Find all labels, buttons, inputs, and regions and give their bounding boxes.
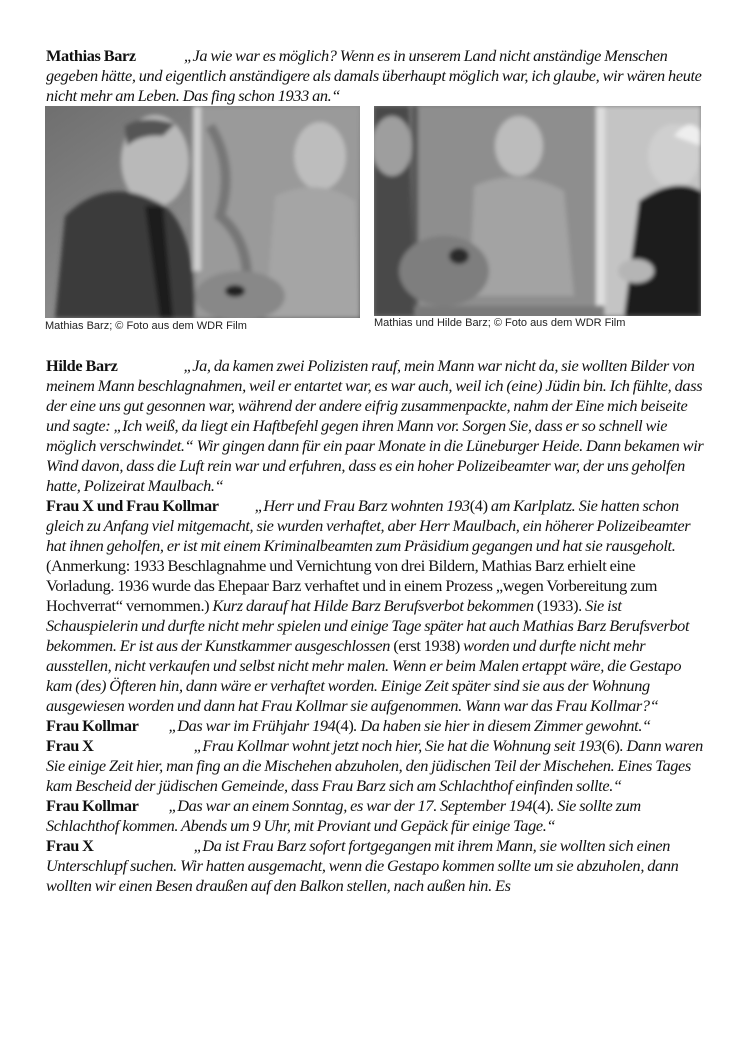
quote-text: „Herr und Frau Barz wohnten 193 (254, 496, 470, 515)
paragraph-hilde-barz (46, 356, 706, 496)
speaker-name: Frau Kollmar (46, 796, 139, 815)
photo-caption: Mathias und Hilde Barz; © Foto aus dem WDR Film (374, 317, 626, 329)
quote-text: . Da haben sie hier in diesem Zimmer gewohnt.“ (353, 716, 651, 735)
speaker-name: Frau X (46, 836, 94, 855)
quote-text: „Da ist Frau Barz sofort fortgegangen mit ihrem Mann, sie wollten sich einen Unterschlupf suchen. Wir hatten ausgemacht, wenn die Gestapo kommen sollte um sie abzuholen, dann wollten wir einen Besen draußen auf den Balkon stellen, nach außen hin. Es (46, 836, 679, 895)
annotation-text: (4) (532, 796, 551, 815)
paragraph-frau-x (46, 736, 706, 796)
photo-caption: Mathias Barz; © Foto aus dem WDR Film (45, 320, 247, 332)
annotation-text: (Anmerkung: 1933 Beschlagnahme und Vernichtung von drei Bildern, Mathias Barz erhielt eine Vorladung. 1936 wurde das Ehepaar Barz verhaftet und in einem Prozess „wegen Vorbereitung zum Hochverrat“ vernommen.) (46, 556, 658, 615)
quote-text: „Das war an einem Sonntag, es war der 17. September 194 (168, 796, 533, 815)
annotation-text: (4) (335, 716, 354, 735)
quote-text: „Ja wie war es möglich? Wenn es in unserem Land nicht anständige Menschen gegeben hätte, und eigentlich anständigere als damals überhaupt möglich war, ich glaube, wir wären heute nicht mehr am Leben. Das fing schon 1933 an.“ (46, 46, 702, 105)
quote-text: Sie ist Schauspielerin und durfte nicht mehr spielen und einige Tage später hat auch Mathias Barz Berufsverbot bekommen. Er ist aus der Kunstkammer ausgeschlossen (46, 596, 690, 655)
annotation-text: (4) (469, 496, 488, 515)
quote-text: am Karlplatz. Sie hatten schon gleich zu Anfang viel mitgemacht, sie wurden verhaftet, aber Herr Maulbach, ein höherer Polizeibeamter hat ihnen geholfen, er ist mit einem Kriminalbeamten zum Präsidium gegangen und hat sie rausgeholt. (46, 496, 691, 555)
paragraph-mathias-barz (46, 46, 706, 106)
paragraph-frau-x-und-frau-kollmar (46, 496, 706, 716)
interview-transcript (46, 356, 706, 896)
speaker-name: Frau X und Frau Kollmar (46, 496, 219, 515)
photo-image (45, 106, 360, 318)
quote-text: . Dann waren Sie einige Zeit hier, man fing an die Mischehen abzuholen, den jüdischen Teil der Mischehen. Eines Tages kam Bescheid der jüdischen Gemeinde, dass Frau Barz sich am Schlachthof einfinden sollte.“ (46, 736, 703, 795)
photo-row (45, 106, 705, 331)
annotation-text: (erst 1938) (390, 636, 464, 655)
photo-mathias-und-hilde-barz (374, 106, 701, 316)
photo-mathias-barz (45, 106, 360, 318)
quote-text: „Frau Kollmar wohnt jetzt noch hier, Sie hat die Wohnung seit 193 (193, 736, 602, 755)
quote-text: . Sie sollte zum Schlachthof kommen. Abends um 9 Uhr, mit Proviant und Gepäck für einige Tage.“ (46, 796, 641, 835)
annotation-text: (6) (601, 736, 620, 755)
quote-text: Kurz darauf hat Hilde Barz Berufsverbot bekommen (212, 596, 534, 615)
paragraph-frau-x (46, 836, 706, 896)
quote-text: „Ja, da kamen zwei Polizisten rauf, mein Mann war nicht da, sie wollten Bilder von meinem Mann beschlagnahmen, weil er entartet war, es war auch, weil ich (eine) Jüdin bin. Ich fühlte, dass der eine uns gut gesonnen war, während der andere eifrig zusammenpackte, nahm der Eine mich beiseite und sagte: „Ich weiß, da liegt ein Haftbefehl gegen ihren Mann vor. Sorgen Sie, dass er so schnell wie möglich verschwindet.“ Wir gingen dann für ein paar Monate in die Lüneburger Heide. Dann bekamen wir Wind davon, dass die Luft rein war und erfuhren, dass es ein hoher Polizeibeamter war, der uns geholfen hatte, Polizeirat Maulbach.“ (46, 356, 704, 495)
speaker-name: Mathias Barz (46, 46, 136, 65)
quote-text: worden und durfte nicht mehr ausstellen, nicht verkaufen und selbst nicht mehr malen. Wenn er beim Malen ertappt wäre, die Gestapo kam (des) Öfteren hin, dann wäre er verhaftet worden. Einige Zeit später sind sie aus der Wohnung ausgewiesen worden und dann hat Frau Kollmar sie aufgenommen. Wann war das Frau Kollmar?“ (46, 636, 682, 715)
paragraph-frau-kollmar (46, 796, 706, 836)
document-page (46, 46, 706, 106)
speaker-name: Frau Kollmar (46, 716, 139, 735)
photo-image (374, 106, 701, 316)
annotation-text: (1933). (533, 596, 586, 615)
quote-text: „Das war im Frühjahr 194 (168, 716, 336, 735)
speaker-name: Frau X (46, 736, 94, 755)
paragraph-frau-kollmar (46, 716, 706, 736)
speaker-name: Hilde Barz (46, 356, 118, 375)
